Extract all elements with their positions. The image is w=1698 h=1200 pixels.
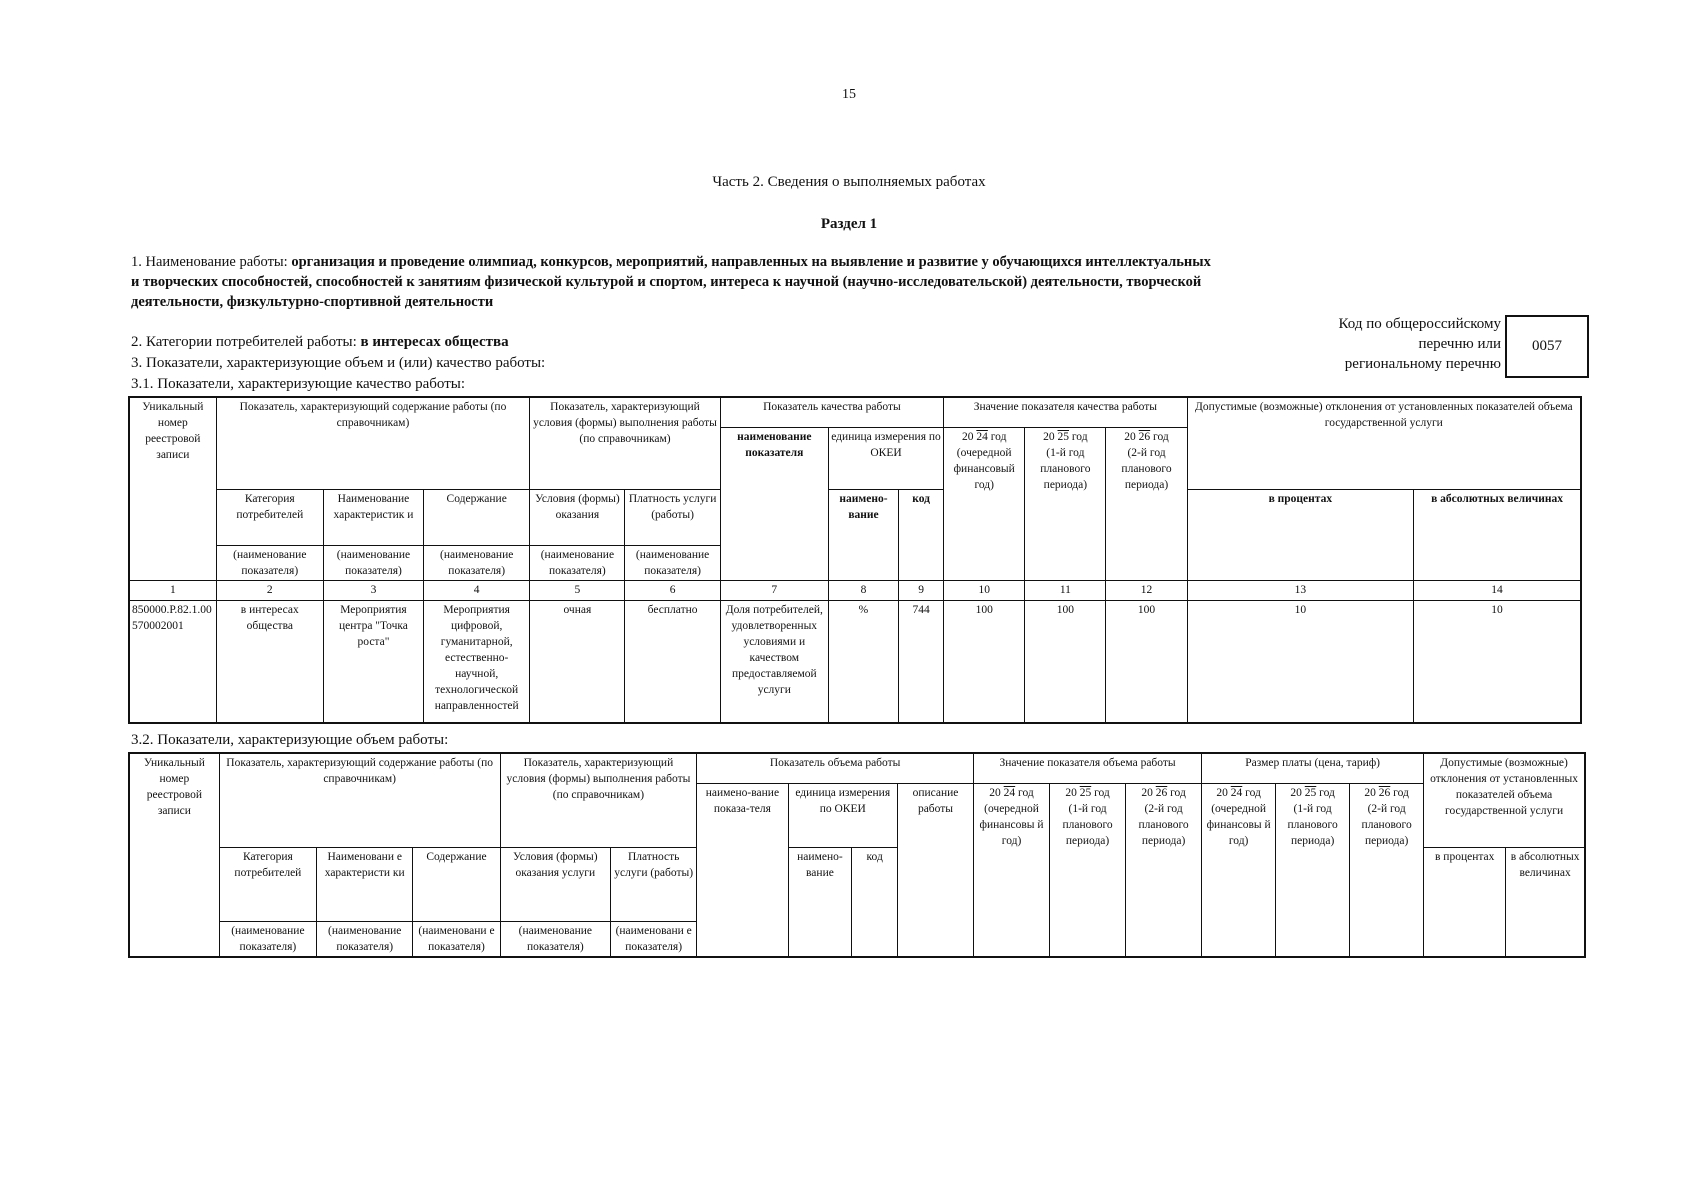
th2-deviation: Допустимые (возможные) отклонения от установленных показателей объема государственной услуги	[1424, 753, 1585, 847]
th2-content: Показатель, характеризующий содержание работы (по справочникам)	[219, 753, 500, 847]
year3: 26	[1138, 430, 1151, 443]
col-number: 7	[720, 580, 828, 600]
th-ind-name-6: (наименование показателя)	[625, 545, 720, 580]
col-number: 1	[129, 580, 216, 600]
th2-contents: Содержание	[413, 847, 500, 921]
year1-prefix: 20	[961, 430, 974, 443]
quality-heading: 3.1. Показатели, характеризующие качество работы:	[131, 376, 465, 392]
code-value-box	[1505, 315, 1589, 378]
col-number: 13	[1187, 580, 1413, 600]
col-number: 9	[899, 580, 944, 600]
th2-indicator-name: наимено-вание показа-теля	[697, 783, 788, 957]
quality-table	[128, 396, 1582, 724]
year2-word: год	[1319, 786, 1335, 799]
consumer-category-label: 2. Категории потребителей работы:	[131, 334, 361, 350]
year1-note: (очередной финансовый год)	[953, 446, 1015, 491]
code-label	[1339, 314, 1501, 374]
th2-fee-year1	[1202, 783, 1276, 957]
work-name-label: 1. Наименование работы:	[131, 254, 292, 270]
col-number: 6	[625, 580, 720, 600]
th2-ind-name-6: (наименовани е показателя)	[611, 921, 697, 957]
th-indicator-name: наименование показателя	[720, 427, 828, 580]
work-name	[131, 252, 1221, 312]
th-conditions: Показатель, характеризующий условия (формы) выполнения работы (по справочникам)	[530, 397, 720, 489]
cell-unit-code: 744	[899, 600, 944, 723]
year2-word: год	[1094, 786, 1110, 799]
th2-ind-name-3: (наименование показателя)	[317, 921, 413, 957]
cell-content: Мероприятия цифровой, гуманитарной, естественно-научной, технологической направленностей	[424, 600, 530, 723]
section-title: Раздел 1	[820, 216, 878, 232]
col-number: 5	[530, 580, 625, 600]
volume-table	[128, 752, 1586, 958]
th2-fee: Размер платы (цена, тариф)	[1202, 753, 1424, 783]
col-number: 3	[323, 580, 423, 600]
th-payment: Платность услуги (работы)	[625, 489, 720, 545]
year3-word: год	[1153, 430, 1169, 443]
th-percent: в процентах	[1187, 489, 1413, 580]
year3-prefix: 20	[1141, 786, 1153, 799]
cell-form: очная	[530, 600, 625, 723]
th-year3	[1106, 427, 1187, 580]
th2-fee-year3	[1350, 783, 1424, 957]
year2-note: (1-й год планового периода)	[1040, 446, 1091, 491]
th2-year1	[974, 783, 1050, 957]
year1-prefix: 20	[1216, 786, 1228, 799]
th-unit: единица измерения по ОКЕИ	[828, 427, 943, 489]
cell-indicator: Доля потребителей, удовлетворенных условиями и качеством предоставляемой услуги	[720, 600, 828, 723]
part-title: Часть 2. Сведения о выполняемых работах	[712, 174, 986, 190]
th-year2	[1025, 427, 1106, 580]
year2-prefix: 20	[1290, 786, 1302, 799]
cell-characteristic: Мероприятия центра "Точка роста"	[323, 600, 423, 723]
cell-value-1: 100	[944, 600, 1025, 723]
th-contents: Содержание	[424, 489, 530, 545]
col-number: 8	[828, 580, 898, 600]
year3-note: (2-й год планового периода)	[1361, 802, 1412, 847]
year2: 25	[1057, 430, 1069, 443]
col-number: 4	[424, 580, 530, 600]
th-form: Условия (формы) оказания	[530, 489, 625, 545]
year2-note: (1-й год планового периода)	[1062, 802, 1113, 847]
col-number: 12	[1106, 580, 1187, 600]
year3-word: год	[1393, 786, 1409, 799]
th2-unit: единица измерения по ОКЕИ	[788, 783, 897, 847]
th2-form: Условия (формы) оказания услуги	[500, 847, 611, 921]
th-characteristic: Наименование характеристик и	[323, 489, 423, 545]
th-category: Категория потребителей	[216, 489, 323, 545]
year3: 26	[1378, 786, 1391, 799]
th-unit-name: наимено-вание	[828, 489, 898, 580]
code-label-line2: перечню или	[1418, 336, 1501, 352]
th2-unique: Уникальный номер реестровой записи	[129, 753, 219, 957]
year3-word: год	[1170, 786, 1186, 799]
th2-year3	[1126, 783, 1202, 957]
cell-value-3: 100	[1106, 600, 1187, 723]
th2-absolute: в абсолютных величинах	[1506, 847, 1585, 957]
th2-volume: Показатель объема работы	[697, 753, 974, 783]
cell-value-2: 100	[1025, 600, 1106, 723]
cell-unit-name: %	[828, 600, 898, 723]
th-unit-code: код	[899, 489, 944, 580]
th2-conditions: Показатель, характеризующий условия (формы) выполнения работы (по справочникам)	[500, 753, 697, 847]
th2-description: описание работы	[897, 783, 973, 957]
col-number: 2	[216, 580, 323, 600]
th-ind-name-2: (наименование показателя)	[216, 545, 323, 580]
cell-payment: бесплатно	[625, 600, 720, 723]
volume-heading: 3.2. Показатели, характеризующие объем работы:	[131, 732, 449, 748]
code-label-line1: Код по общероссийскому	[1338, 316, 1501, 332]
year2: 25	[1304, 786, 1317, 799]
th2-volume-value: Значение показателя объема работы	[974, 753, 1202, 783]
consumer-category-value: в интересах общества	[360, 334, 509, 350]
cell-category: в интересах общества	[216, 600, 323, 723]
th2-year2	[1050, 783, 1126, 957]
th-ind-name-4: (наименование показателя)	[424, 545, 530, 580]
year3-note: (2-й год планового периода)	[1138, 802, 1189, 847]
year1: 24	[1003, 786, 1016, 799]
year3-note: (2-й год планового периода)	[1121, 446, 1172, 491]
year1-prefix: 20	[989, 786, 1001, 799]
page-number: 15	[842, 87, 856, 102]
th-unique: Уникальный номер реестровой записи	[129, 397, 216, 580]
th2-unit-code: код	[852, 847, 898, 957]
year3: 26	[1155, 786, 1168, 799]
cell-deviation-absolute: 10	[1414, 600, 1581, 723]
code-value: 0057	[1532, 338, 1562, 354]
th-deviation: Допустимые (возможные) отклонения от установленных показателей объема государственной услуги	[1187, 397, 1581, 489]
year1-note: (очередной финансовы й год)	[1206, 802, 1271, 847]
year2: 25	[1079, 786, 1092, 799]
work-name-value: организация и проведение олимпиад, конкурсов, мероприятий, направленных на выявление и развитие у обучающихся интеллектуальных и творческих способностей, способностей к занятиям физической культурой и спортом, интереса к научной (научно-исследовательской) деятельности, творческой деятельности, физкультурно-спортивной деятельности	[131, 254, 1211, 310]
th-quality-value: Значение показателя качества работы	[944, 397, 1187, 427]
year1-word: год	[1245, 786, 1261, 799]
th2-ind-name-5: (наименование показателя)	[500, 921, 611, 957]
year1: 24	[976, 430, 988, 443]
year3-prefix: 20	[1124, 430, 1136, 443]
col-number: 11	[1025, 580, 1106, 600]
year2-prefix: 20	[1043, 430, 1055, 443]
year1: 24	[1230, 786, 1243, 799]
year2-note: (1-й год планового периода)	[1287, 802, 1338, 847]
code-label-line3: региональному перечню	[1344, 356, 1501, 372]
year1-word: год	[1018, 786, 1034, 799]
year2-prefix: 20	[1065, 786, 1077, 799]
th2-percent: в процентах	[1424, 847, 1506, 957]
year3-prefix: 20	[1364, 786, 1376, 799]
th-ind-name-5: (наименование показателя)	[530, 545, 625, 580]
th-content: Показатель, характеризующий содержание работы (по справочникам)	[216, 397, 530, 489]
col-number: 10	[944, 580, 1025, 600]
table-row	[129, 600, 1581, 723]
consumer-category	[131, 334, 509, 351]
year1-note: (очередной финансовы й год)	[979, 802, 1044, 847]
th-year1	[944, 427, 1025, 580]
th2-category: Категория потребителей	[219, 847, 316, 921]
th-ind-name-3: (наименование показателя)	[323, 545, 423, 580]
th2-fee-year2	[1276, 783, 1350, 957]
th2-ind-name-2: (наименование показателя)	[219, 921, 316, 957]
cell-deviation-percent: 10	[1187, 600, 1413, 723]
year1-word: год	[990, 430, 1007, 443]
th2-payment: Платность услуги (работы)	[611, 847, 697, 921]
th2-unit-name: наимено-вание	[788, 847, 852, 957]
th-absolute: в абсолютных величинах	[1414, 489, 1581, 580]
col-number: 14	[1414, 580, 1581, 600]
th2-ind-name-4: (наименовани е показателя)	[413, 921, 500, 957]
th2-characteristic: Наименовани е характеристи ки	[317, 847, 413, 921]
year2-word: год	[1071, 430, 1088, 443]
cell-unique: 850000.Р.82.1.00570002001	[129, 600, 216, 723]
th-quality: Показатель качества работы	[720, 397, 943, 427]
indicators-heading: 3. Показатели, характеризующие объем и (или) качество работы:	[131, 355, 546, 371]
